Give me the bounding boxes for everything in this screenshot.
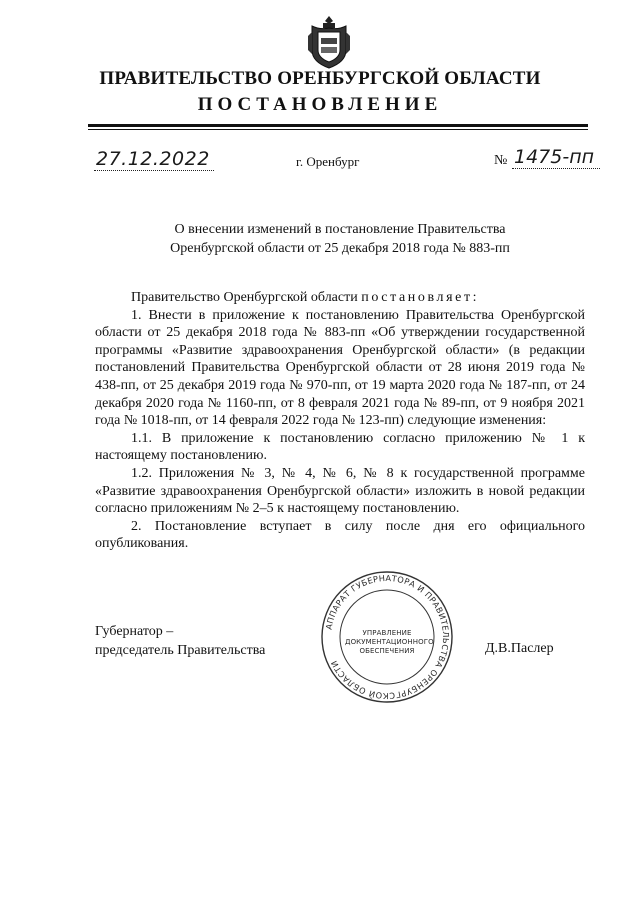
subject-line-2: Оренбургской области от 25 декабря 2018 года № 883-пп [170,241,510,256]
document-type-title: ПОСТАНОВЛЕНИЕ [197,94,443,115]
signatory-name: Д.В.Паслер [485,641,554,656]
paragraph-1-1: 1.1. В приложение к постановлению согласно приложению № 1 к настоящему постановлению. [95,430,585,464]
document-date: 27.12.2022 [94,148,214,171]
document-number-label: № [494,153,508,168]
header-rule-thick [88,124,588,127]
stamp-line-3: ОБЕСПЕЧЕНИЯ [359,647,415,655]
subject-line-1: О внесении изменений в постановление Правительства [174,222,506,237]
paragraph-2: 2. Постановление вступает в силу после дня его официального опубликования. [95,518,585,552]
stamp-center-text [345,629,434,656]
paragraph-1-2: 1.2. Приложения № 3, № 4, № 6, № 8 к государственной программе «Развитие здравоохранения Оренбургской области» изложить в новой редакции согласно приложениям № 2–5 к настоящему постановлению. [95,465,585,517]
preamble-spaced-verb: постановляет: [361,290,480,305]
signatory-title-line-2: председатель Правительства [95,643,266,658]
document-subject [0,220,640,258]
preamble-text: Правительство Оренбургской области [131,290,358,305]
stamp-line-2: ДОКУМЕНТАЦИОННОГО [345,638,434,646]
header-rule-thin [88,129,588,130]
stamp-line-1: УПРАВЛЕНИЕ [362,629,412,637]
signatory-title-line-1: Губернатор – [95,624,174,639]
document-city: г. Оренбург [296,154,360,169]
signatory-title [95,622,265,660]
preamble [95,289,585,307]
coat-of-arms-emblem [306,14,352,70]
organization-title: ПРАВИТЕЛЬСТВО ОРЕНБУРГСКОЙ ОБЛАСТИ [99,68,541,89]
stamp-ring-text: АППАРАТ ГУБЕРНАТОРА И ПРАВИТЕЛЬСТВА ОРЕНБУРГСКОЙ ОБЛАСТИ [323,572,452,702]
document-body [95,289,585,553]
document-number: 1475-пп [512,146,600,169]
paragraph-1: 1. Внести в приложение к постановлению Правительства Оренбургской области от 25 декабря 2018 года № 883-пп «Об утверждении государственной программы «Развитие здравоохранения Оренбургской области» (в редакции постановлений Правительства Оренбургской области от 28 июня 2019 года № 438-пп, от 25 декабря 2019 года № 970-пп, от 19 марта 2020 года № 187-пп, от 24 декабря 2020 года № 1160-пп, от 8 февраля 2021 года № 89-пп, от 9 ноября 2021 года № 1018-пп, от 14 февраля 2022 года № 123-пп) следующие изменения: [95,307,585,429]
